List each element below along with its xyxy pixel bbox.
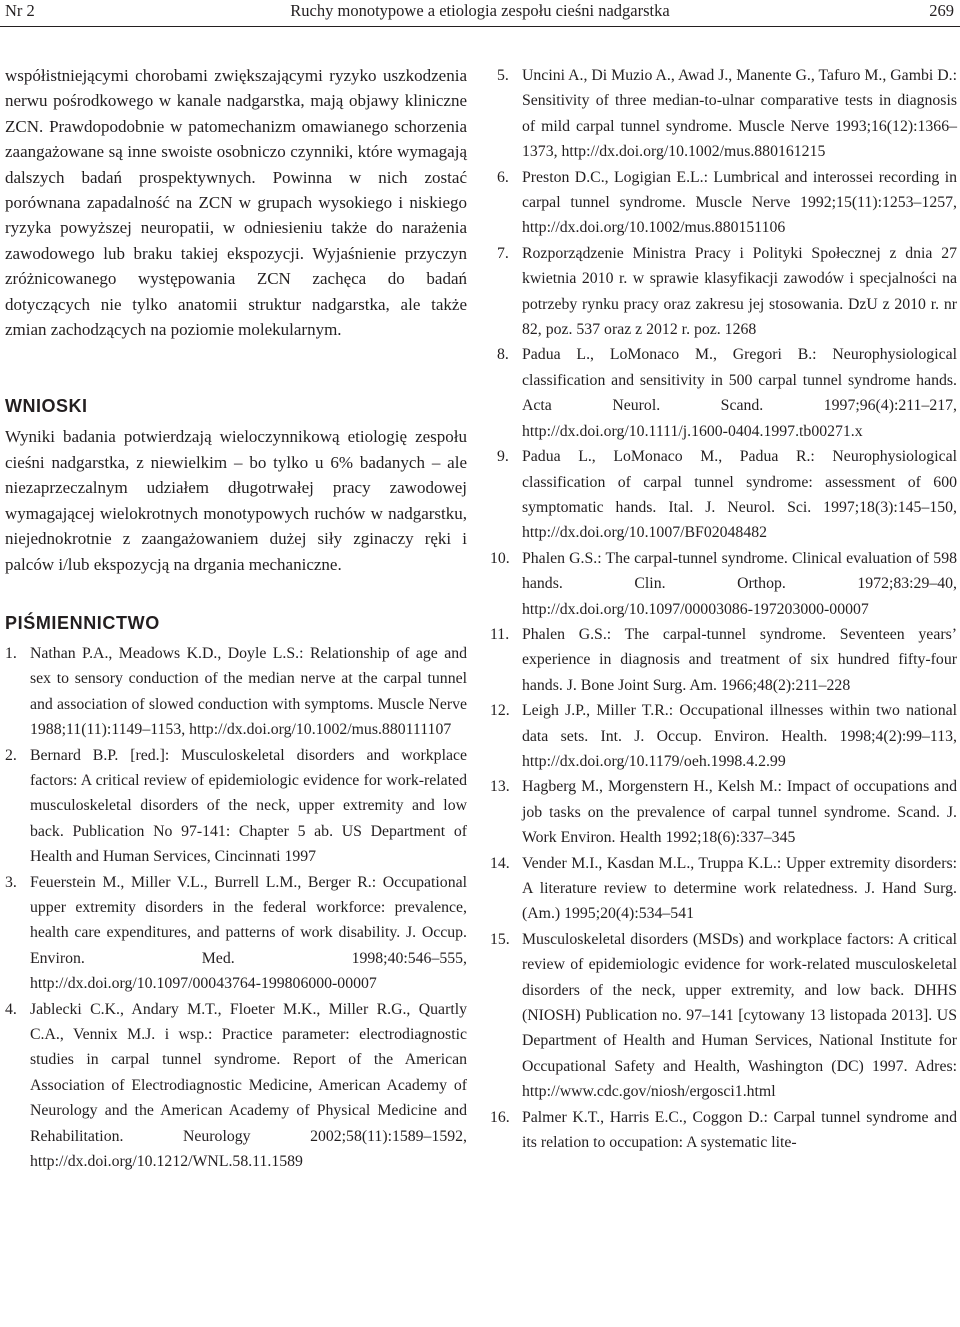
reference-number: 4. [5,1000,17,1018]
reference-text: Preston D.C., Logigian E.L.: Lumbrical and interossei recording in carpal tunnel syndrome. Muscle Nerve 1992;15(11):1253–1257, http://dx.doi.org/10.1002/mus.880151106 [522,168,957,237]
reference-item [490,927,957,1105]
reference-item [490,698,957,774]
reference-item [490,774,957,850]
reference-number: 8. [497,346,509,364]
reference-item [497,165,957,241]
reference-item [490,546,957,622]
journal-issue: Nr 2 [5,1,35,20]
reference-number: 2. [5,746,17,764]
reference-list-right [490,63,957,1155]
reference-text: Padua L., LoMonaco M., Padua R.: Neurophysiological classification of carpal tunnel syndrome: assessment of 600 symptomatic hands. Ital. J. Neurol. Sci. 1997;18(3):145–150, http://dx.doi.org/10.1007/BF02048482 [522,448,957,542]
reference-text: Hagberg M., Morgenstern H., Kelsh M.: Impact of occupations and job tasks on the prevalence of carpal tunnel syndrome. Scand. J. Work Environ. Health 1992;18(6):337–345 [522,778,957,847]
reference-text: Palmer K.T., Harris E.C., Coggon D.: Carpal tunnel syndrome and its relation to occupation: A systematic lite- [522,1108,957,1152]
reference-text: Jablecki C.K., Andary M.T., Floeter M.K., Miller R.G., Quartly C.A., Vennix M.J. i wsp.: Practice parameter: electrodiagnostic studies in carpal tunnel syndrome. Report of the American Association of Electrodiagnostic Medicine, American Academy of Neurology and the American Academy of Physical Medicine and Rehabilitation. Neurology 2002;58(11):1589–1592, http://dx.doi.org/10.1212/WNL.58.11.1589 [30,1000,467,1171]
references-heading: PIŚMIENNICTWO [5,612,160,633]
reference-text: Vender M.I., Kasdan M.L., Truppa K.L.: Upper extremity disorders: A literature review to determine work relatedness. J. Hand Surg. (Am.) 1995;20(4):534–541 [522,854,957,923]
reference-number: 1. [5,644,17,662]
reference-list-left [5,641,467,1175]
reference-text: Padua L., LoMonaco M., Gregori B.: Neurophysiological classification and sensitivity in 500 carpal tunnel syndrome hands. Acta Neurol. Scand. 1997;96(4):211–217, http://dx.doi.org/10.1111/j.1600-0404.1997.tb00271.x [522,346,957,440]
reference-item [490,1105,957,1156]
right-column [490,63,957,1155]
reference-number: 14. [490,854,510,872]
reference-number: 15. [490,930,510,948]
reference-number: 16. [490,1108,510,1126]
reference-text: Nathan P.A., Meadows K.D., Doyle L.S.: Relationship of age and sex to sensory conduction of the median nerve at the carpal tunnel and association of slowed conduction with symptoms. Muscle Nerve 1988;11(11):1149–1153, http://dx.doi.org/10.1002/mus.880111107 [30,644,467,739]
conclusions-heading: WNIOSKI [5,396,88,417]
reference-text: Bernard B.P. [red.]: Musculoskeletal disorders and workplace factors: A critical review of epidemiologic evidence for work-related musculoskeletal disorders of the neck, upper extremity and low back. Publication No 97-141: Chapter 5 ab. US Department of Health and Human Services, Cincinnati 1997 [30,746,467,866]
conclusions-text: Wyniki badania potwierdzają wieloczynnikową etiologię zespołu cieśni nadgarstka, z niewielkim – bo tylko u 6% badanych – ale niezaprzeczalnym udziałem długotrwałej pracy zawodowej wymagającej wielokrotnych monotypowych ruchów w nadgarstku, niejednokrotnie z zaangażowaniem dużej siły zginaczy ręki i palców i/lub ekspozycją na drgania mechaniczne. [5,427,467,574]
reference-number: 6. [497,168,509,186]
reference-number: 5. [497,67,509,84]
running-header [0,0,960,30]
reference-number: 9. [497,448,509,466]
reference-number: 7. [497,244,509,262]
reference-number: 3. [5,873,17,891]
discussion-continuation: współistniejącymi chorobami zwiększającymi ryzyko uszkodzenia nerwu pośrodkowego w kanale nadgarstka, mają objawy kliniczne ZCN. Prawdopodobnie w patomechanizm omawianego schorzenia zaangażowane są inne swoiste osobniczo czynniki, które wymagają dalszych badań prospektywnych. Powinna w nich zostać porównana zapadalność na ZCN w grupach wysokiego i niskiego ryzyka powyższej neuropatii, w odniesieniu także do narażenia zawodowego lub braku takiej ekspozycji. Wyjaśnienie przyczyn zróżnicowanego występowania ZCN zachęca do badań dotyczących nie tylko anatomii struktur nadgarstka, ale także zmian zachodzących na poziomie molekularnym. [5,66,467,340]
reference-text: Rozporządzenie Ministra Pracy i Polityki Społecznej z dnia 27 kwietnia 2010 r. w sprawie klasyfikacji zawodów i specjalności na potrzeby rynku pracy oraz zakresu jej stosowania. DzU z 2010 r. nr 82, poz. 537 oraz z 2012 r. poz. 1268 [522,244,957,339]
reference-item [5,870,467,997]
left-column [5,63,467,1174]
header-rule [0,26,960,27]
reference-text: Phalen G.S.: The carpal-tunnel syndrome. Seventeen years’ experience in diagnosis and treatment of six hundred fifty-four hands. J. Bone Joint Surg. Am. 1966;48(2):211–228 [522,625,957,694]
page-number: 269 [929,1,954,20]
reference-text: Uncini A., Di Muzio A., Awad J., Manente G., Tafuro M., Gambi D.: Sensitivity of three median-to-ulnar comparative tests in diagnosis of mild carpal tunnel syndrome. Muscle Nerve 1993;16(12):1366–1373, http://dx.doi.org/10.1002/mus.880161215 [522,67,957,161]
reference-number: 11. [490,625,510,643]
reference-item [5,997,467,1175]
reference-text: Feuerstein M., Miller V.L., Burrell L.M., Berger R.: Occupational upper extremity disorders in the federal workforce: prevalence, health care expenditures, and patterns of work disability. J. Occup. Environ. Med. 1998;40:546–555, http://dx.doi.org/10.1097/00043764-199806000-00007 [30,873,467,993]
reference-number: 13. [490,778,510,796]
reference-text: Leigh J.P., Miller T.R.: Occupational illnesses within two national data sets. Int. J. Occup. Environ. Health. 1998;4(2):99–113, http://dx.doi.org/10.1179/oeh.1998.4.2.99 [522,702,957,770]
reference-text: Musculoskeletal disorders (MSDs) and workplace factors: A critical review of epidemiologic evidence for work-related musculoskeletal disorders of the neck, upper extremity, and low back. DHHS (NIOSH) Publication no. 97–141 [cytowany 13 listopada 2013]. US Department of Health and Human Services, National Institute for Occupational Safety and Health, Washington (DC) 1997. Adres: http://www.cdc.gov/niosh/ergosci1.html [522,930,957,1101]
reference-item [497,63,957,165]
reference-item [497,342,957,444]
reference-text: Phalen G.S.: The carpal-tunnel syndrome. Clinical evaluation of 598 hands. Clin. Orthop. 1972;83:29–40, http://dx.doi.org/10.1097/00003086-197203000-00007 [522,549,957,618]
reference-item [490,622,957,698]
reference-item [5,743,467,870]
reference-item [490,851,957,927]
running-title: Ruchy monotypowe a etiologia zespołu cieśni nadgarstka [290,1,670,20]
reference-item [497,444,957,546]
reference-item [5,641,467,743]
reference-number: 12. [490,702,510,720]
reference-item [497,241,957,343]
reference-number: 10. [490,549,510,567]
